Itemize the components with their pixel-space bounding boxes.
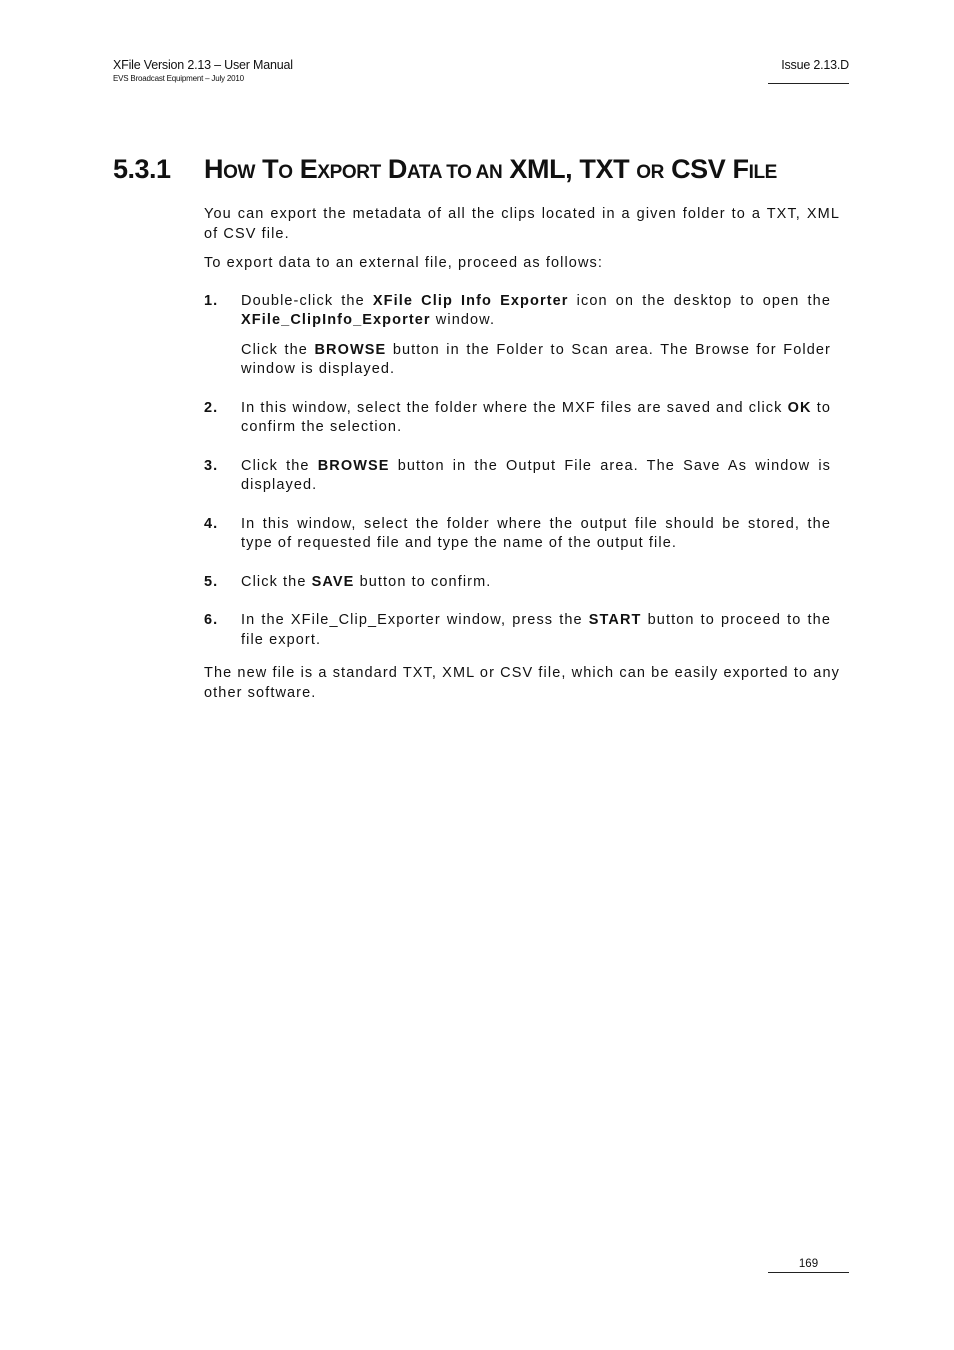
step-item: [204, 399, 840, 438]
step-text: Click the BROWSE button in the Output File area. The Save As window is displayed.: [241, 457, 831, 493]
step-text: Click the SAVE button to confirm.: [241, 573, 492, 590]
document-title: XFile Version 2.13 – User Manual: [113, 58, 293, 72]
step-item: [204, 457, 840, 496]
section-content: [204, 205, 840, 713]
step-text: Click the BROWSE button in the Folder to Scan area. The Browse for Folder window is displayed.: [241, 341, 831, 377]
document-subtitle: EVS Broadcast Equipment – July 2010: [113, 74, 244, 83]
step-item: [204, 292, 840, 380]
step-text: In the XFile_Clip_Exporter window, press the START button to proceed to the file export.: [241, 612, 831, 648]
step-text: Double-click the XFile Clip Info Exporter icon on the desktop to open the XFile_ClipInfo_Exporter window.: [241, 292, 831, 328]
step-number: 4.: [204, 515, 219, 532]
step-text: In this window, select the folder where the output file should be stored, the type of requested file and type the name of the output file.: [241, 515, 831, 551]
step-number: 5.: [204, 573, 219, 590]
step-number: 2.: [204, 399, 219, 416]
step-item: [204, 611, 840, 650]
intro-paragraph: You can export the metadata of all the clips located in a given folder to a TXT, XML of CSV file.: [204, 206, 840, 242]
step-text: In this window, select the folder where the MXF files are saved and click OK to confirm the selection.: [241, 399, 831, 435]
step-number: 6.: [204, 612, 219, 628]
step-item: [204, 573, 840, 593]
issue-label: Issue 2.13.D: [768, 57, 849, 84]
step-number: 3.: [204, 457, 219, 474]
section-heading: [113, 149, 853, 189]
page-number: 169: [768, 1257, 849, 1273]
section-title: HOW TO EXPORT DATA TO AN XML, TXT OR CSV FILE: [204, 154, 777, 184]
step-number: 1.: [204, 292, 219, 309]
intro-paragraph: To export data to an external file, proceed as follows:: [204, 255, 604, 271]
conclusion-paragraph: The new file is a standard TXT, XML or CSV file, which can be easily exported to any other software.: [204, 665, 840, 701]
step-item: [204, 515, 840, 554]
section-number: 5.3.1: [113, 154, 171, 184]
page-header: [113, 57, 293, 85]
